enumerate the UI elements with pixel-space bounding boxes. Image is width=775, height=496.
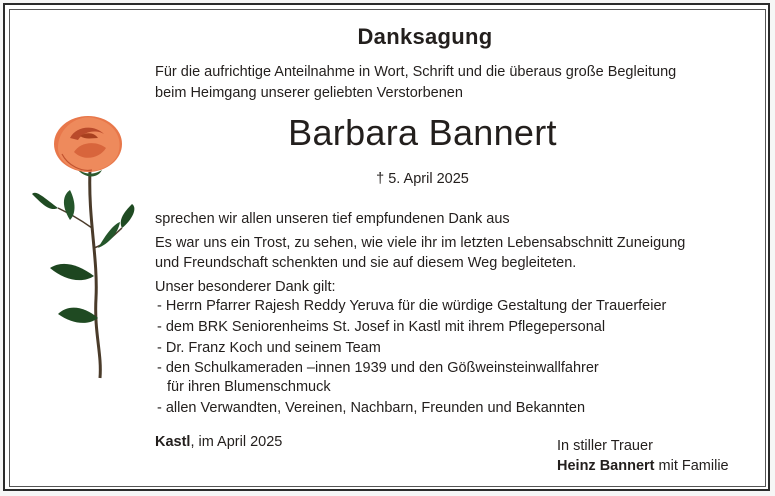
special-thanks-item: - dem BRK Seniorenheims St. Josef in Kastl mit ihrem Pflegepersonal <box>157 319 606 335</box>
thanks-line: sprechen wir allen unseren tief empfundenen Dank aus <box>155 211 510 227</box>
place-date <box>155 432 282 453</box>
place-name: Kastl <box>155 434 191 450</box>
special-thanks-heading: Unser besonderer Dank gilt: <box>155 279 336 295</box>
death-date: † 5. April 2025 <box>376 171 469 187</box>
signer-name: Heinz Bannert <box>557 458 655 474</box>
signer-suffix: mit Familie <box>654 458 729 474</box>
signature <box>557 456 729 477</box>
comfort-line-2: und Freundschaft schenkten und sie auf diesem Weg begleiteten. <box>155 255 577 271</box>
special-thanks-item: - allen Verwandten, Vereinen, Nachbarn, Freunden und Bekannten <box>157 400 586 416</box>
intro-line-1: Für die aufrichtige Anteilnahme in Wort, Schrift und die überaus große Begleitung <box>155 64 677 80</box>
date-text: , im April 2025 <box>190 434 283 450</box>
special-thanks-item-continuation: für ihren Blumenschmuck <box>167 379 331 395</box>
special-thanks-item: - Herrn Pfarrer Rajesh Reddy Yeruva für die würdige Gestaltung der Trauerfeier <box>157 298 667 314</box>
special-thanks-item: - den Schulkameraden –innen 1939 und den Gößweinsteinwallfahrer <box>157 360 599 376</box>
mourning-label: In stiller Trauer <box>557 438 653 454</box>
deceased-name: Barbara Bannert <box>288 112 557 153</box>
intro-line-2: beim Heimgang unserer geliebten Verstorbenen <box>155 85 463 101</box>
notice-title: Danksagung <box>357 24 493 49</box>
comfort-line-1: Es war uns ein Trost, zu sehen, wie viele ihr im letzten Lebensabschnitt Zuneigung <box>155 235 686 251</box>
special-thanks-item: - Dr. Franz Koch und seinem Team <box>157 340 381 356</box>
